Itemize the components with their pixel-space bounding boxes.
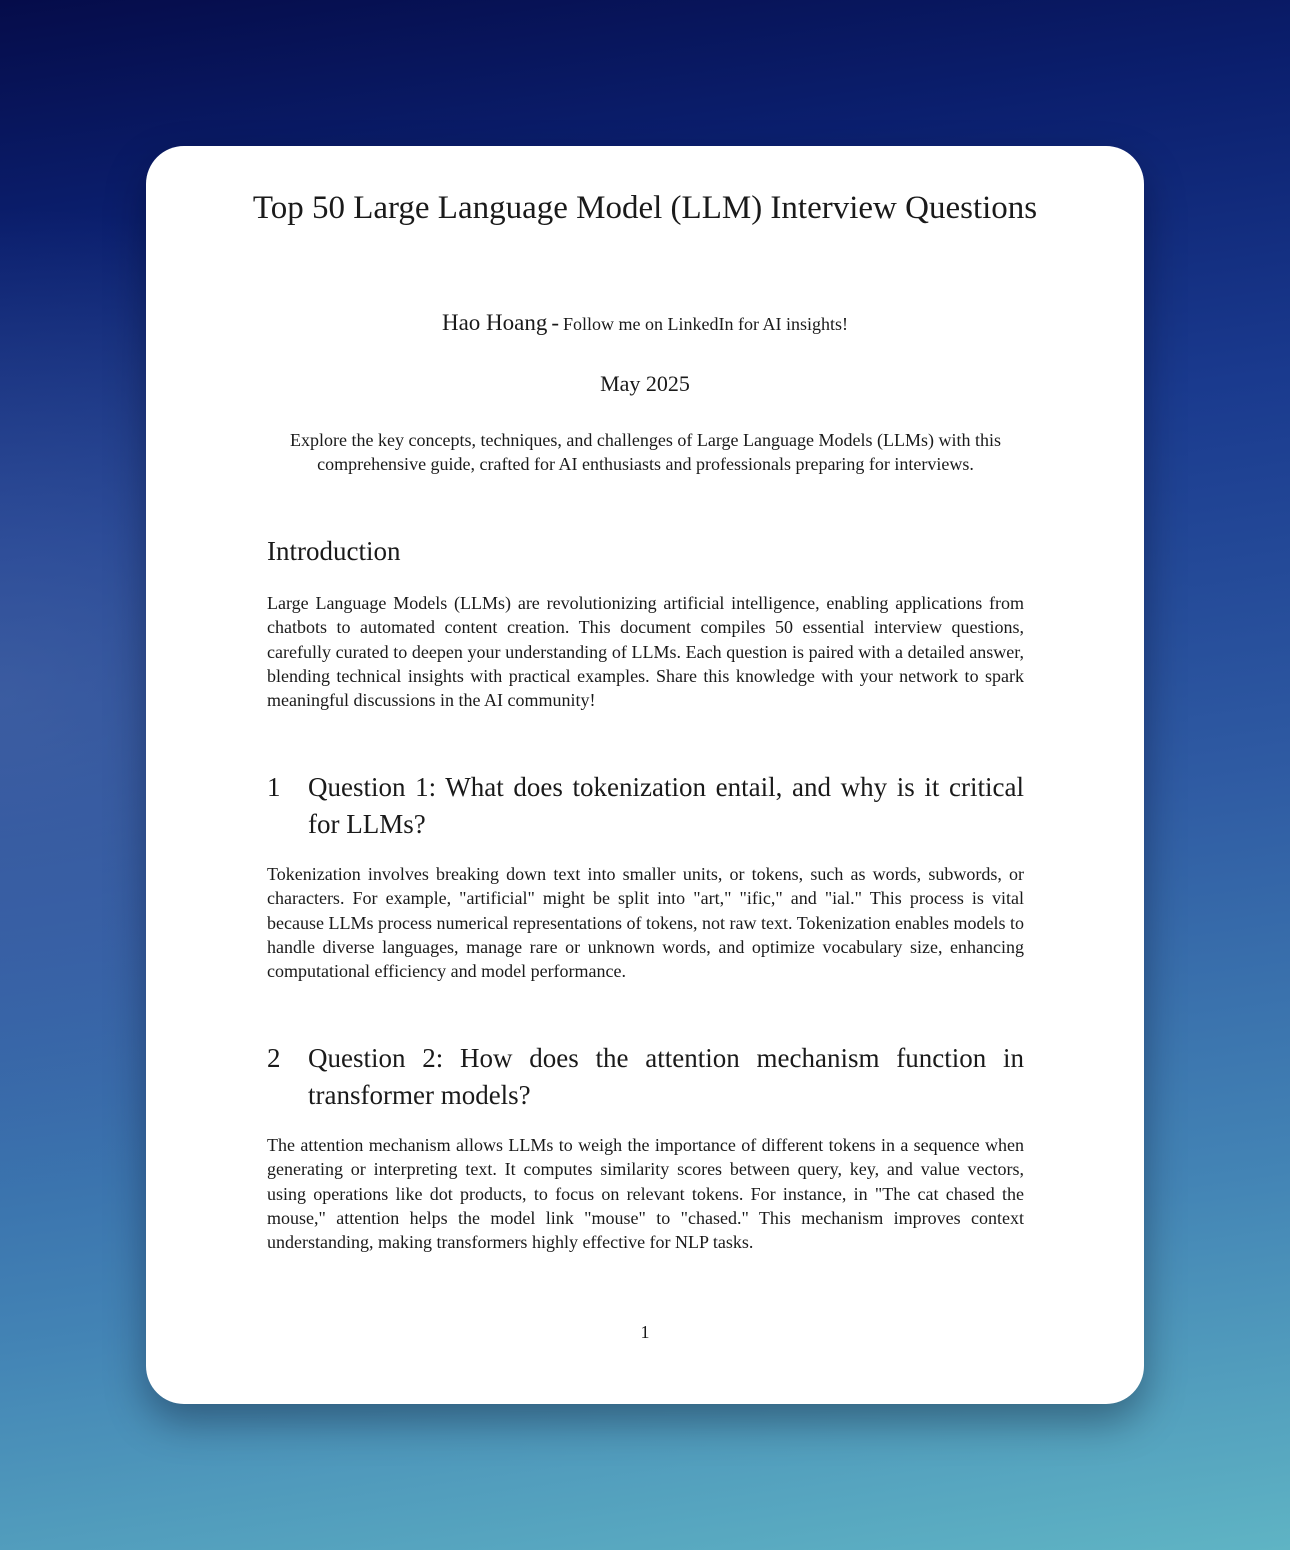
- introduction-body: Large Language Models (LLMs) are revolutionizing artificial intelligence, enabling applications from chatbots to automated content creation. This document compiles 50 essential interview questions, carefully curated to deepen your understanding of LLMs. Each question is paired with a detailed answer, blending technical insights with practical examples. Share this knowledge with your network to spark meaningful discussions in the AI community!: [267, 593, 1024, 711]
- author-separator: -: [551, 310, 560, 335]
- section-title: Question 1: What does tokenization entail, and why is it critical for LLMs?: [308, 772, 1024, 839]
- page-number: 1: [640, 1322, 650, 1342]
- author-line: [146, 310, 1144, 336]
- author-name: Hao Hoang: [441, 310, 548, 335]
- document-date: May 2025: [600, 371, 690, 396]
- introduction-heading: Introduction: [267, 536, 401, 566]
- section-body: The attention mechanism allows LLMs to weigh the importance of different tokens in a sequence when generating or interpreting text. It computes similarity scores between query, key, and value vectors, using operations like dot products, to focus on relevant tokens. For instance, in "The cat chased the mouse," attention helps the model link "mouse" to "chased." This mechanism improves context understanding, making transformers highly effective for NLP tasks.: [267, 1135, 1024, 1253]
- section-body: Tokenization involves breaking down text into smaller units, or tokens, such as words, subwords, or characters. For example, "artificial" might be split into "art," "ific," and "ial." This process is vital because LLMs process numerical representations of tokens, not raw text. Tokenization enables models to handle diverse languages, manage rare or unknown words, and optimize vocabulary size, enhancing computational efficiency and model performance.: [267, 864, 1024, 982]
- author-note: Follow me on LinkedIn for AI insights!: [563, 314, 849, 334]
- section-heading: [267, 1040, 1024, 1114]
- abstract: Explore the key concepts, techniques, and challenges of Large Language Models (LLMs) with this comprehensive guide, crafted for AI enthusiasts and professionals preparing for interviews.: [290, 430, 1001, 475]
- section-title: Question 2: How does the attention mechanism function in transformer models?: [308, 1043, 1024, 1110]
- document-title: Top 50 Large Language Model (LLM) Interview Questions: [252, 190, 1038, 226]
- document-page: [146, 146, 1144, 1404]
- section-number: 2: [267, 1043, 281, 1073]
- section-heading: [267, 769, 1024, 843]
- section-number: 1: [267, 772, 281, 802]
